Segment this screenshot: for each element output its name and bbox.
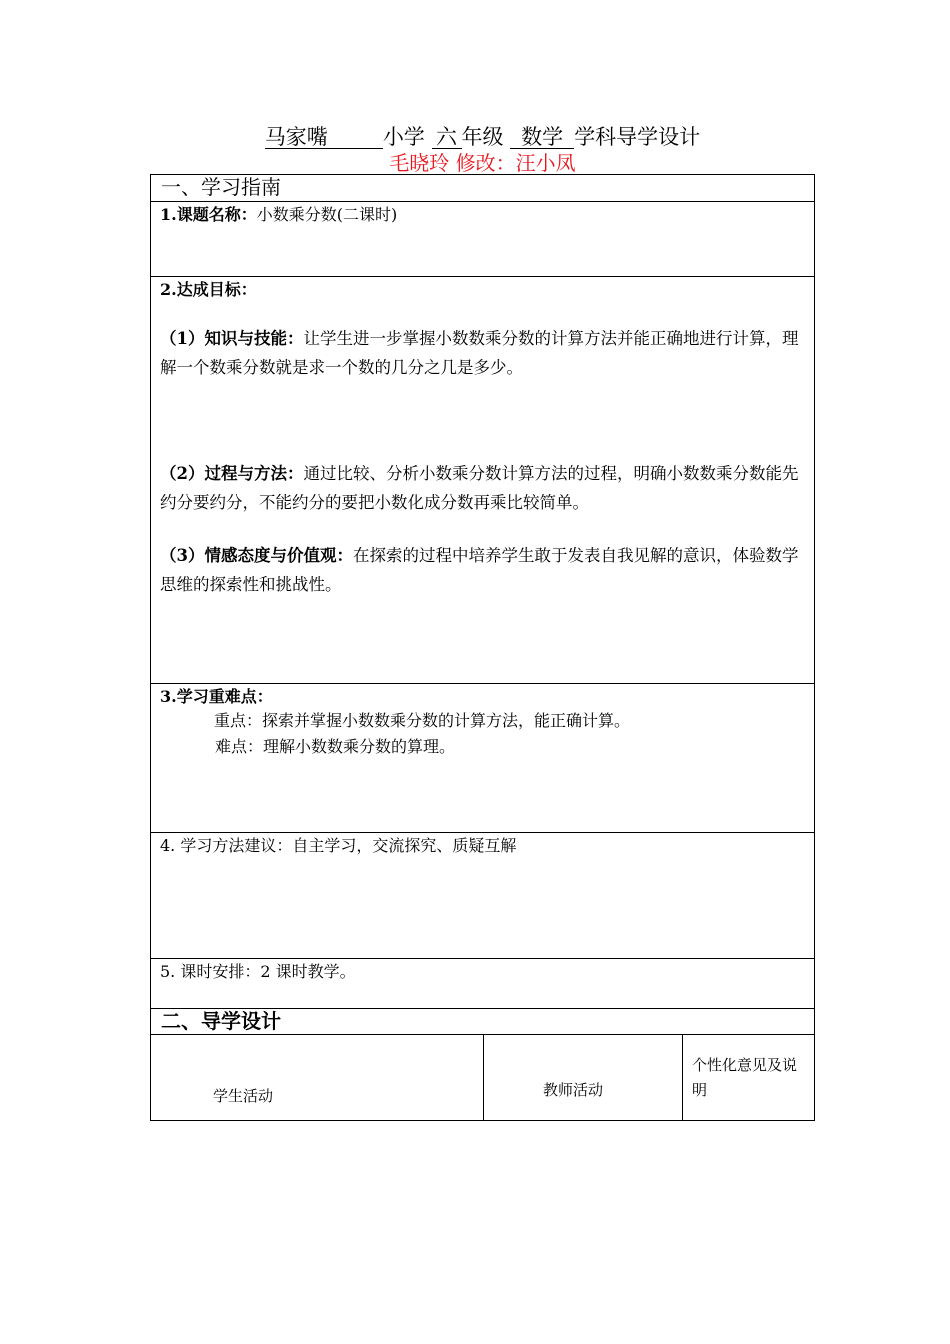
schedule-label: 5. 课时安排： xyxy=(160,962,261,981)
goals-label: 2.达成目标： xyxy=(160,280,257,299)
topic-value: 小数乘分数(二课时) xyxy=(256,205,398,224)
goal-process xyxy=(151,459,814,517)
grade-suffix: 年级 xyxy=(461,125,504,149)
goal2-label: （2）过程与方法： xyxy=(160,464,304,483)
subject-value: 数学 xyxy=(510,126,574,149)
title-suffix: 学科导学设计 xyxy=(574,125,701,149)
student-activity-cell xyxy=(151,1035,484,1120)
guide-table xyxy=(150,1034,815,1121)
method-label: 4. 学习方法建议： xyxy=(160,836,293,855)
document-title xyxy=(150,124,815,150)
schedule-row xyxy=(150,958,815,1008)
schedule-value: 2 课时教学。 xyxy=(260,962,356,981)
school-name: 马家嘴 xyxy=(265,126,383,149)
key-point: 重点：探索并掌握小数数乘分数的计算方法，能正确计算。 xyxy=(214,711,631,730)
section1-header xyxy=(150,174,815,201)
section2-title: 二、导学设计 xyxy=(161,1009,281,1033)
method-value: 自主学习，交流探究、质疑互解 xyxy=(292,836,517,855)
topic-label: 1.课题名称： xyxy=(160,205,257,224)
teacher-activity-header: 教师活动 xyxy=(543,1081,604,1099)
notes-header: 个性化意见及说明 xyxy=(692,1056,798,1099)
notes-cell xyxy=(683,1035,814,1120)
keypoints-row xyxy=(150,683,815,832)
goal1-text: 让学生进一步掌握小数数乘分数的计算方法并能正确地进行计算，理解一个数乘分数就是求一个数的几分之几是多少。 xyxy=(160,329,799,377)
school-suffix: 小学 xyxy=(382,125,425,149)
topic-row xyxy=(150,201,815,276)
goal3-label: （3）情感态度与价值观： xyxy=(160,546,353,565)
schedule-line xyxy=(151,961,814,983)
method-line xyxy=(151,835,814,857)
teacher-activity-cell xyxy=(484,1035,683,1120)
goal3-text: 在探索的过程中培养学生敢于发表自我见解的意识，体验数学思维的探索性和挑战性。 xyxy=(160,546,799,594)
section2-header xyxy=(150,1008,815,1035)
author-line: 毛晓玲 修改：汪小凤 xyxy=(389,151,576,175)
keypoints-label: 3.学习重难点： xyxy=(160,687,273,706)
goal1-label: （1）知识与技能： xyxy=(160,329,304,348)
goal-attitude xyxy=(151,541,814,599)
goal-knowledge xyxy=(151,324,814,382)
method-row xyxy=(150,832,815,958)
grade-value: 六 xyxy=(432,126,462,149)
section1-title: 一、学习指南 xyxy=(161,175,281,199)
goals-row xyxy=(150,276,815,683)
topic-line xyxy=(151,204,814,226)
difficult-point: 难点：理解小数数乘分数的算理。 xyxy=(215,737,456,756)
goal2-text: 通过比较、分析小数乘分数计算方法的过程，明确小数数乘分数能先约分要约分，不能约分的要把小数化成分数再乘比较简单。 xyxy=(160,464,799,512)
student-activity-header: 学生活动 xyxy=(213,1087,274,1105)
